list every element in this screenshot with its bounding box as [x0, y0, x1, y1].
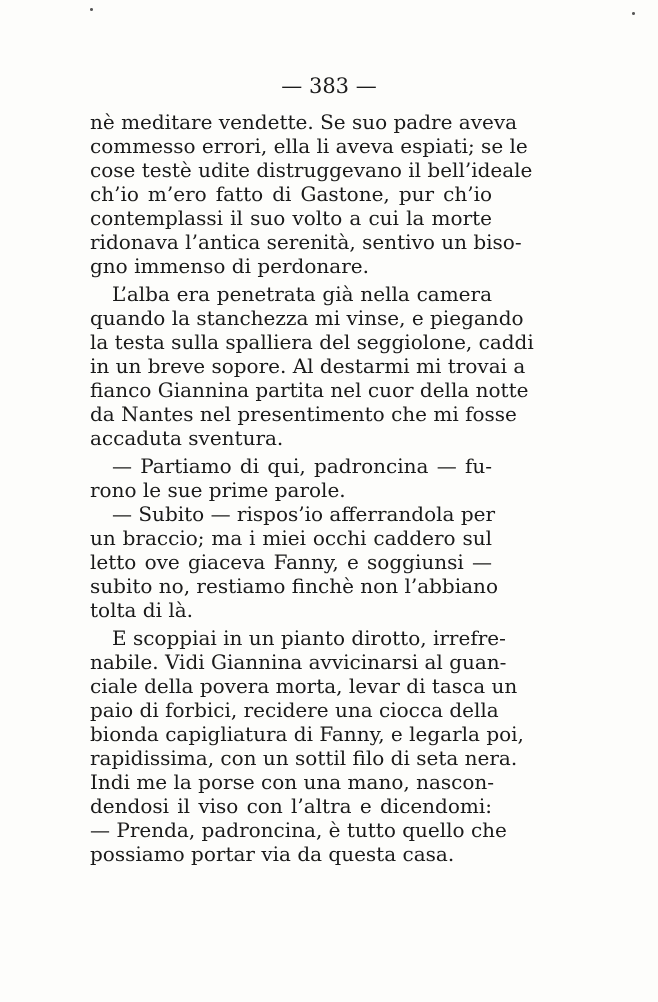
text-line: Indi me la porse con una mano, nascon- [90, 770, 495, 794]
text-line: un braccio; ma i miei occhi caddero sul [90, 526, 492, 550]
text-line: fianco Giannina partita nel cuor della notte [90, 378, 529, 402]
text-line: commesso errori, ella li aveva espiati; se le [90, 134, 528, 158]
text-line: paio di forbici, recidere una ciocca della [90, 698, 499, 722]
text-line: dendosi il viso con l’altra e dicendomi: [90, 794, 492, 818]
text-line: contemplassi il suo volto a cui la morte [90, 206, 492, 230]
text-line: L’alba era penetrata già nella camera [112, 282, 492, 306]
ink-speck [90, 8, 93, 11]
text-line: letto ove giaceva Fanny, e soggiunsi — [90, 550, 492, 574]
text-line: tolta di là. [90, 598, 194, 622]
text-line: cose testè udite distruggevano il bell’ideale [90, 158, 533, 182]
text-line: — Prenda, padroncina, è tutto quello che [90, 818, 507, 842]
text-line: la testa sulla spalliera del seggiolone, caddi [90, 330, 534, 354]
text-line: subito no, restiamo finchè non l’abbiano [90, 574, 498, 598]
text-line: in un breve sopore. Al destarmi mi trovai a [90, 354, 526, 378]
page-number: — 383 — [281, 74, 377, 98]
text-line: rapidissima, con un sottil filo di seta nera. [90, 746, 518, 770]
ink-speck [632, 12, 635, 15]
text-line: — Partiamo di qui, padroncina — fu- [112, 454, 492, 478]
text-line: ciale della povera morta, levar di tasca un [90, 674, 518, 698]
text-line: — Subito — rispos’io afferrandola per [112, 502, 496, 526]
text-line: quando la stanchezza mi vinse, e piegando [90, 306, 524, 330]
text-line: possiamo portar via da questa casa. [90, 842, 455, 866]
text-line: bionda capigliatura di Fanny, e legarla poi, [90, 722, 524, 746]
text-line: accaduta sventura. [90, 426, 284, 450]
text-line: gno immenso di perdonare. [90, 254, 369, 278]
text-line: E scoppiai in un pianto dirotto, irrefre- [112, 626, 506, 650]
text-line: ch’io m’ero fatto di Gastone, pur ch’io [90, 182, 492, 206]
text-line: nè meditare vendette. Se suo padre aveva [90, 110, 518, 134]
text-line: rono le sue prime parole. [90, 478, 346, 502]
text-line: ridonava l’antica serenità, sentivo un biso- [90, 230, 522, 254]
text-line: nabile. Vidi Giannina avvicinarsi al guan- [90, 650, 507, 674]
text-line: da Nantes nel presentimento che mi fosse [90, 402, 517, 426]
